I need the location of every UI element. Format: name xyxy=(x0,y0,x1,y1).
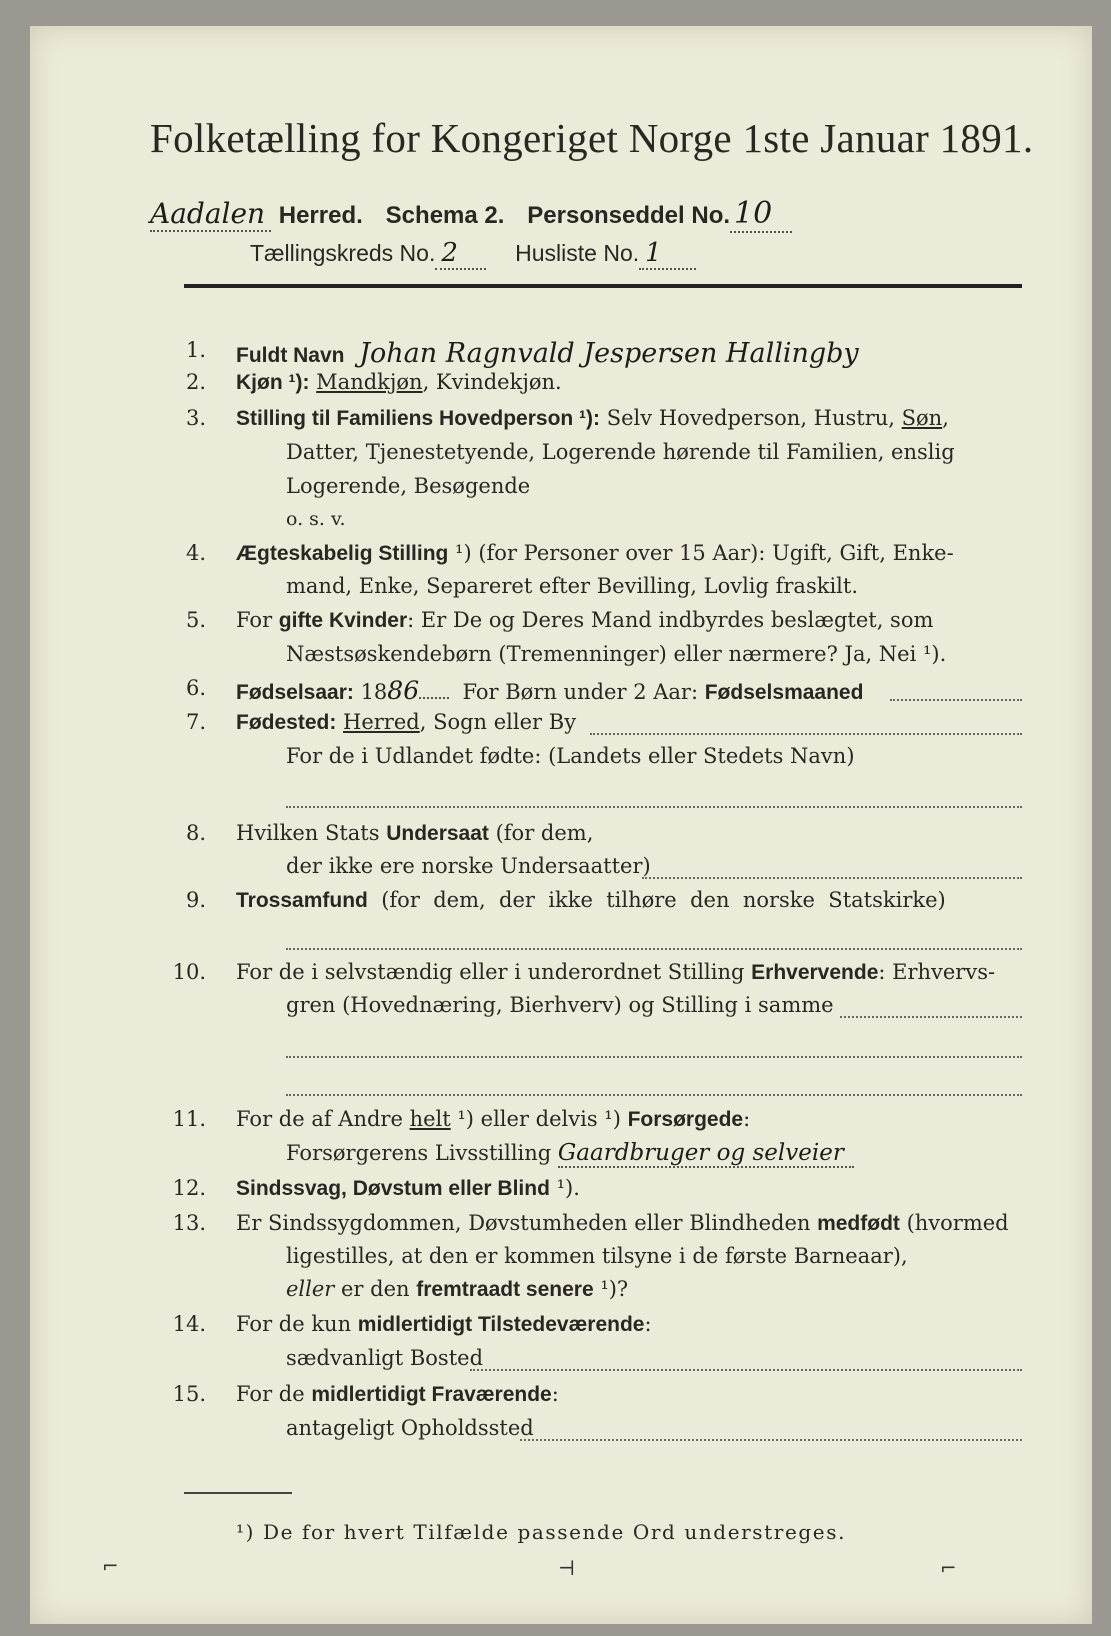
family-position-selected: Søn xyxy=(901,406,943,430)
birth-month-dotline xyxy=(890,699,1022,701)
margin-mark-right: ⌐ xyxy=(940,1556,957,1580)
occupation-dotline-2 xyxy=(286,1056,1022,1058)
item-9-label: Trossamfund (for dem, der ikke tilhøre den norske Statskirke) xyxy=(236,888,946,912)
item-12-label: Sindssvag, Døvstum eller Blind ¹). xyxy=(236,1176,580,1200)
item-7-label: Fødested: Herred, Sogn eller By xyxy=(236,710,577,734)
item-13-line-2: ligestilles, at den er kommen tilsyne i de første Barneaar), xyxy=(286,1244,908,1268)
personseddel-label: Personseddel No. xyxy=(527,202,731,229)
item-6-label: Fødselsaar: 1886 For Børn under 2 Aar: Fødselsmaaned xyxy=(236,676,864,705)
item-3-line-3: Logerende, Besøgende xyxy=(286,474,531,498)
provider-occupation-value: Gaardbruger og selveier xyxy=(558,1140,854,1168)
item-5-line-2: Næstsøskendebørn (Tremenninger) eller nærmere? Ja, Nei ¹). xyxy=(286,642,947,666)
item-13-number: 13. xyxy=(172,1211,206,1235)
item-8-number: 8. xyxy=(185,821,206,845)
item-4-label: Ægteskabelig Stilling ¹) (for Personer over 15 Aar): Ugift, Gift, Enke- xyxy=(236,541,954,565)
husliste-label: Husliste No. xyxy=(515,240,640,266)
item-14-line-2: sædvanligt Bosted xyxy=(286,1346,484,1370)
margin-mark-left: ⌐ xyxy=(102,1554,119,1578)
item-5-label: For gifte Kvinder: Er De og Deres Mand indbyrdes beslægtet, som xyxy=(236,608,934,632)
header-rule xyxy=(184,284,1022,288)
item-10-label: For de i selvstændig eller i underordnet Stilling Erhvervende: Erhvervs- xyxy=(236,960,996,984)
item-3-number: 3. xyxy=(185,406,206,430)
item-5-number: 5. xyxy=(185,608,206,632)
item-3-line-2: Datter, Tjenestetyende, Logerende hørende til Familien, enslig xyxy=(286,440,955,464)
item-7-number: 7. xyxy=(185,710,206,734)
birthplace-selected: Herred xyxy=(343,710,420,734)
occupation-dotline-3 xyxy=(286,1094,1022,1096)
full-name-value: Johan Ragnvald Jespersen Hallingby xyxy=(359,338,859,369)
birthplace-dotline xyxy=(590,733,1022,735)
item-13-line-3: eller er den fremtraadt senere ¹)? xyxy=(286,1277,629,1301)
item-10-number: 10. xyxy=(172,960,206,984)
item-3-label: Stilling til Familiens Hovedperson ¹): Selv Hovedperson, Hustru, Søn, xyxy=(236,406,949,430)
religion-dotline xyxy=(286,948,1022,950)
census-form-sheet xyxy=(30,26,1092,1624)
item-14-number: 14. xyxy=(172,1312,206,1336)
item-8-label: Hvilken Stats Undersaat (for dem, xyxy=(236,821,594,845)
item-15-line-2: antageligt Opholdssted xyxy=(286,1416,534,1440)
item-9-number: 9. xyxy=(185,888,206,912)
item-1-label: Fuldt Navn Johan Ragnvald Jespersen Hallingby xyxy=(236,338,859,369)
item-4-number: 4. xyxy=(185,541,206,565)
item-8-line-2: der ikke ere norske Undersaatter) xyxy=(286,854,651,878)
margin-mark-center: ⊣ xyxy=(558,1556,576,1580)
footnote-rule xyxy=(184,1492,292,1494)
item-6-number: 6. xyxy=(185,676,206,700)
kreds-label: Tællingskreds No. xyxy=(250,240,436,266)
probable-residence-dotline xyxy=(520,1439,1022,1441)
item-11-number: 11. xyxy=(172,1107,206,1131)
foreign-birthplace-dotline xyxy=(286,806,1022,808)
item-12-number: 12. xyxy=(172,1176,206,1200)
item-1-number: 1. xyxy=(185,338,206,362)
schema-label: Schema 2. xyxy=(385,202,505,229)
item-15-number: 15. xyxy=(172,1382,206,1406)
husliste-value: 1 xyxy=(639,238,696,270)
item-11-line-2: Forsørgerens Livsstilling Gaardbruger og selveier xyxy=(286,1140,854,1166)
form-title: Folketælling for Kongeriget Norge 1ste Januar 1891. xyxy=(150,115,1034,161)
item-10-line-2: gren (Hovednæring, Bierhverv) og Stilling i samme xyxy=(286,993,834,1017)
personseddel-value: 10 xyxy=(730,196,792,233)
item-2-label: Kjøn ¹): Mandkjøn, Kvindekjøn. xyxy=(236,370,562,394)
footnote: ¹) De for hvert Tilfælde passende Ord understreges. xyxy=(236,1520,847,1544)
herred-line xyxy=(150,196,792,231)
herred-label: Herred. xyxy=(278,202,363,229)
item-13-label: Er Sindssygdommen, Døvstumheden eller Blindheden medfødt (hvormed xyxy=(236,1211,1009,1235)
birth-year-value: 86 xyxy=(387,676,420,705)
herred-value: Aadalen xyxy=(150,197,271,232)
item-11-label: For de af Andre helt ¹) eller delvis ¹) Forsørgede: xyxy=(236,1107,751,1131)
citizenship-dotline xyxy=(642,877,1022,879)
item-14-label: For de kun midlertidigt Tilstedeværende: xyxy=(236,1312,652,1336)
item-2-number: 2. xyxy=(185,370,206,394)
item-3-line-4: o. s. v. xyxy=(286,508,346,530)
usual-residence-dotline xyxy=(470,1369,1022,1371)
kreds-line xyxy=(250,238,696,268)
item-4-line-2: mand, Enke, Separeret efter Bevilling, Lovlig fraskilt. xyxy=(286,574,859,598)
kreds-value: 2 xyxy=(435,238,486,270)
item-7-line-2: For de i Udlandet fødte: (Landets eller Stedets Navn) xyxy=(286,744,855,768)
gender-selected: Mandkjøn xyxy=(316,370,423,394)
support-selected: helt xyxy=(409,1107,451,1131)
occupation-dotline-1 xyxy=(840,1016,1022,1018)
item-15-label: For de midlertidigt Fraværende: xyxy=(236,1382,559,1406)
